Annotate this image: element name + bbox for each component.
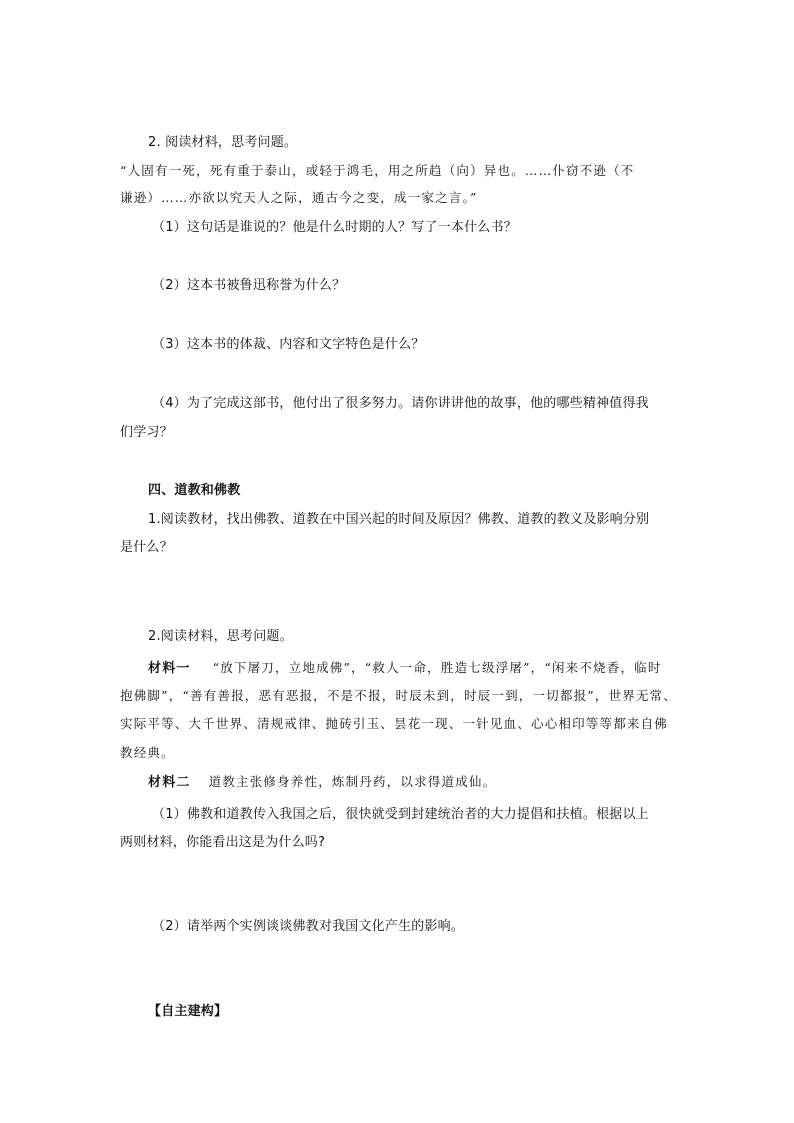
material-2-text: 道教主张修身养性，炼制丹药，以求得道成仙。 — [208, 774, 497, 789]
quote-line-1: “人固有一死，死有重于泰山，或轻于鸿毛，用之所趋（向）异也。……仆窃不逊（不 — [120, 163, 635, 178]
question-1-line-1: 1.阅读教材，找出佛教、道教在中国兴起的时间及原因？佛教、道教的教义及影响分别 — [148, 512, 650, 527]
sub-question-b1-line-1: （1）佛教和道教传入我国之后，很快就受到封建统治者的大力提倡和扶植。根据以上 — [152, 807, 649, 822]
section-heading-taoism-buddhism: 四、道教和佛教 — [148, 483, 241, 498]
material-2-line — [148, 773, 496, 792]
sub-question-3: （3）这本书的体裁、内容和文字特色是什么？ — [152, 337, 425, 352]
sub-question-2: （2）这本书被鲁迅称誉为什么？ — [152, 278, 346, 293]
material-2-label: 材料二 — [148, 775, 191, 790]
material-1-line-1 — [148, 659, 662, 678]
material-1-label: 材料一 — [148, 661, 191, 676]
self-construction-heading: 【自主建构】 — [148, 1004, 228, 1019]
sub-question-4-line-1: （4）为了完成这部书，他付出了很多努力。请你讲讲他的故事，他的哪些精神值得我 — [152, 396, 649, 411]
question-2-title: 2. 阅读材料，思考问题。 — [148, 135, 298, 150]
question-2b-title: 2.阅读材料，思考问题。 — [148, 629, 293, 644]
material-1-text-1: “放下屠刀，立地成佛”，“救人一命，胜造七级浮屠”，“闲来不烧香，临时 — [212, 660, 662, 675]
sub-question-4-line-2: 们学习？ — [120, 425, 173, 440]
sub-question-b1-line-2: 两则材料，你能看出这是为什么吗? — [120, 835, 326, 850]
sub-question-b2: （2）请举两个实例谈谈佛教对我国文化产生的影响。 — [152, 919, 465, 934]
material-1-line-3: 实际平等、大千世界、清规戒律、抛砖引玉、昙花一现、一针见血、心心相印等等都来自佛 — [120, 716, 669, 731]
question-1-line-2: 是什么？ — [120, 540, 173, 555]
quote-line-2: 谦逊）……亦欲以究天人之际，通古今之变，成一家之言。” — [120, 190, 478, 205]
material-1-line-4: 教经典。 — [120, 745, 175, 760]
sub-question-1: （1）这句话是谁说的？他是什么时期的人？写了一本什么书？ — [152, 220, 517, 235]
material-1-line-2: 抱佛脚”，“善有善报，恶有恶报，不是不报，时辰未到，时辰一到，一切都报”，世界无常、 — [120, 688, 678, 703]
